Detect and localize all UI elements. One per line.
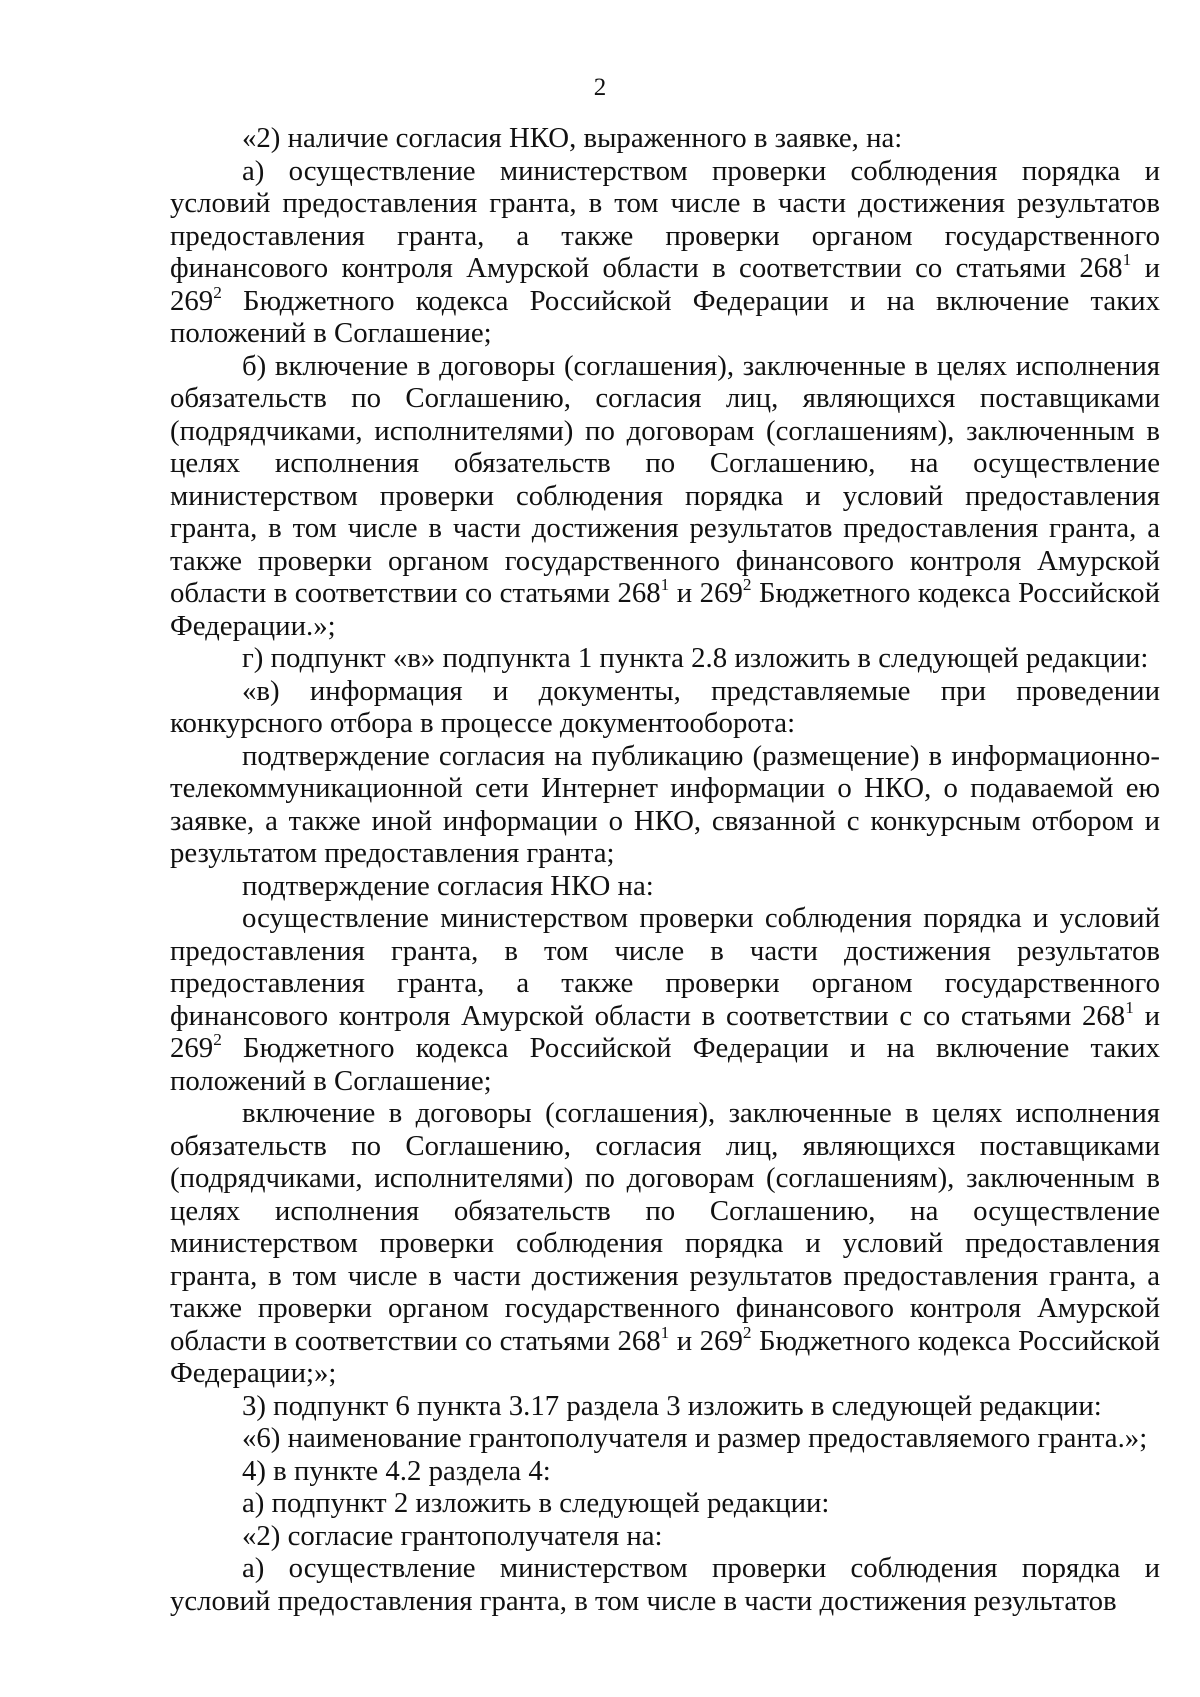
paragraph: б) включение в договоры (соглашения), заключенные в целях исполнения обязательств по Соглашению, согласия лиц, являющихся поставщиками (подрядчиками, исполнителями) по договорам (соглашениям), заключенным в целях исполнения обязательств по Соглашению, на осуществление министерством проверки соблюдения порядка и условий предоставления гранта, в том числе в части достижения результатов предоставления гранта, а также проверки органом государственного финансового контроля Амурской области в соответствии со статьями $268^1$ и $269^2$ Бюджетного кодекса Российской Федерации.»;: [170, 349, 1160, 642]
paragraph: «2) наличие согласия НКО, выраженного в заявке, на:: [242, 122, 903, 154]
paragraph: подтверждение согласия НКО на:: [242, 869, 654, 902]
paragraph: «в) информация и документы, представляемые при проведении конкурсного отбора в процессе документооборота:: [170, 674, 1160, 739]
paragraph: подтверждение согласия на публикацию (размещение) в информационно-телекоммуникационной сети Интернет информации о НКО, о подаваемой ею заявке, а также иной информации о НКО, связанной с конкурсным отбором и результатом предоставления гранта;: [170, 739, 1160, 869]
paragraph: 3) подпункт 6 пункта 3.17 раздела 3 изложить в следующей редакции:: [242, 1389, 1102, 1422]
page-number: 2: [593, 74, 607, 101]
paragraph: включение в договоры (соглашения), заключенные в целях исполнения обязательств по Соглашению, согласия лиц, являющихся поставщиками (подрядчиками, исполнителями) по договорам (соглашениям), заключенным в целях исполнения обязательств по Соглашению, на осуществление министерством проверки соблюдения порядка и условий предоставления гранта, в том числе в части достижения результатов предоставления гранта, а также проверки органом государственного финансового контроля Амурской области в соответствии со статьями $268^1$ и $269^2$ Бюджетного кодекса Российской Федерации;»;: [170, 1097, 1160, 1389]
document-body: [170, 122, 1160, 1617]
paragraph: осуществление министерством проверки соблюдения порядка и условий предоставления гранта, в том числе в части достижения результатов предоставления гранта, а также проверки органом государственного финансового контроля Амурской области в соответствии с со статьями $268^1$ и $269^2$ Бюджетного кодекса Российской Федерации и на включение таких положений в Соглашение;: [170, 902, 1160, 1097]
paragraph: «2) согласие грантополучателя на:: [242, 1519, 663, 1552]
paragraph: а) осуществление министерством проверки соблюдения порядка и условий предоставления гранта, в том числе в части достижения результатов: [170, 1552, 1160, 1617]
paragraph: 4) в пункте 4.2 раздела 4:: [242, 1454, 551, 1487]
paragraph: а) подпункт 2 изложить в следующей редакции:: [242, 1487, 830, 1519]
paragraph: а) осуществление министерством проверки соблюдения порядка и условий предоставления гранта, в том числе в части достижения результатов предоставления гранта, а также проверки органом государственного финансового контроля Амурской области в соответствии со статьями $268^1$ и $269^2$ Бюджетного кодекса Российской Федерации и на включение таких положений в Соглашение;: [170, 154, 1160, 349]
paragraph: «6) наименование грантополучателя и размер предоставляемого гранта.»;: [242, 1422, 1148, 1454]
paragraph: г) подпункт «в» подпункта 1 пункта 2.8 изложить в следующей редакции:: [242, 642, 1149, 674]
